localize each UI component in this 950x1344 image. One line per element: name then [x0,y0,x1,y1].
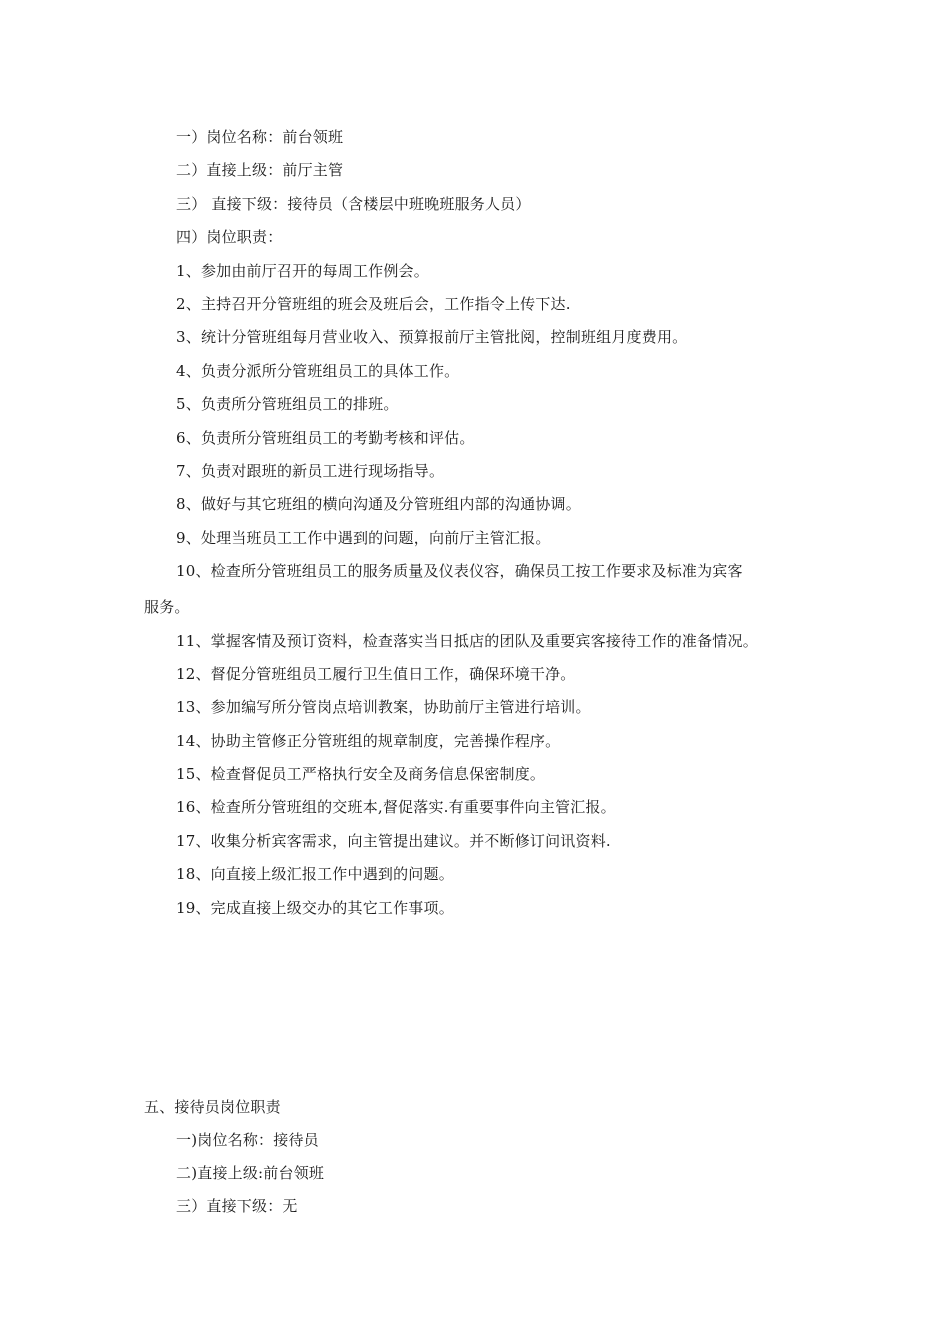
duty-item: 17、收集分析宾客需求，向主管提出建议。并不断修订问讯资料. [176,832,611,850]
duty-item: 6、负责所分管班组员工的考勤考核和评估。 [176,429,475,447]
duty-item: 18、向直接上级汇报工作中遇到的问题。 [176,865,454,883]
duty-item: 13、参加编写所分管岗点培训教案，协助前厅主管进行培训。 [176,698,591,716]
duty-item: 19、完成直接上级交办的其它工作事项。 [176,899,454,917]
duty-item: 4、负责分派所分管班组员工的具体工作。 [176,362,460,380]
duty-item: 3、统计分管班组每月营业收入、预算报前厅主管批阅，控制班组月度费用。 [176,328,688,346]
receptionist-subordinate-line: 三）直接下级：无 [176,1197,298,1215]
duty-item: 9、处理当班员工工作中遇到的问题，向前厅主管汇报。 [176,529,551,547]
section-five-title: 五、接待员岗位职责 [144,1098,281,1116]
receptionist-superior-line: 二)直接上级:前台领班 [176,1164,325,1182]
duty-item: 12、督促分管班组员工履行卫生值日工作，确保环境干净。 [176,665,576,683]
position-name-line: 一）岗位名称：前台领班 [176,128,344,146]
duty-item: 2、主持召开分管班组的班会及班后会，工作指令上传下达. [176,295,571,313]
duty-item-continuation: 服务。 [144,598,190,616]
duty-item: 14、协助主管修正分管班组的规章制度，完善操作程序。 [176,732,561,750]
duty-item: 5、负责所分管班组员工的排班。 [176,395,399,413]
duty-item: 7、负责对跟班的新员工进行现场指导。 [176,462,445,480]
duty-item: 1、参加由前厅召开的每周工作例会。 [176,262,429,280]
direct-superior-line: 二）直接上级：前厅主管 [176,161,344,179]
duty-item: 10、检查所分管班组员工的服务质量及仪表仪容，确保员工按工作要求及标准为宾客 [176,562,743,580]
duty-item: 11、掌握客情及预订资料，检查落实当日抵店的团队及重要宾客接待工作的准备情况。 [176,632,758,650]
duties-title-line: 四）岗位职责： [176,228,283,246]
duty-item: 16、检查所分管班组的交班本,督促落实.有重要事件向主管汇报。 [176,798,616,816]
duty-item: 8、做好与其它班组的横向沟通及分管班组内部的沟通协调。 [176,495,581,513]
direct-subordinate-line: 三） 直接下级：接待员（含楼层中班晚班服务人员） [176,195,531,213]
receptionist-position-name-line: 一)岗位名称：接待员 [176,1131,319,1149]
duty-item: 15、检查督促员工严格执行安全及商务信息保密制度。 [176,765,546,783]
